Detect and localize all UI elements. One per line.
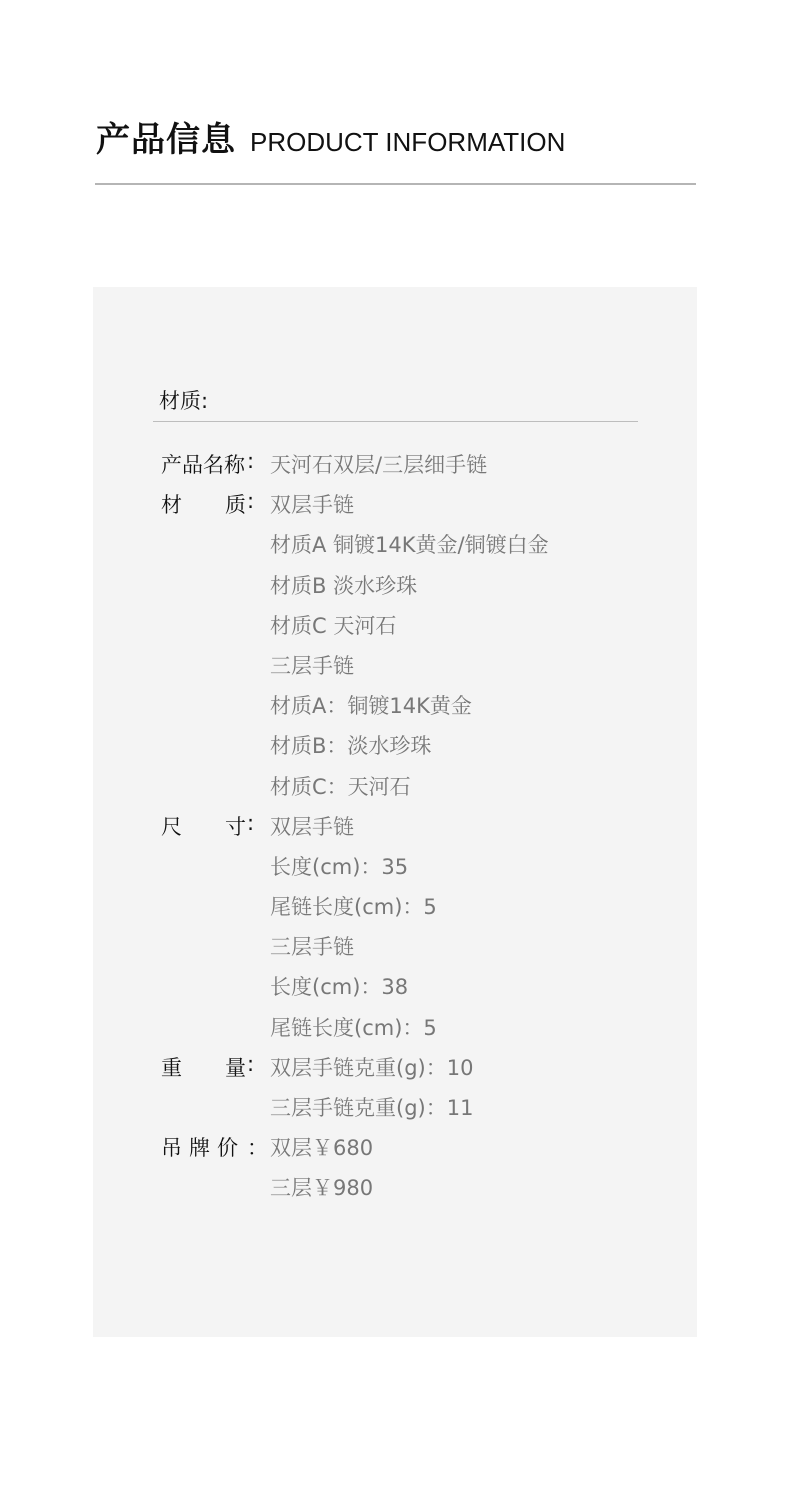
- spec-value: 材质C 天河石: [270, 613, 397, 638]
- section-title: 材质:: [159, 389, 209, 413]
- spec-value: 材质A 铜镀14K黄金/铜镀白金: [270, 533, 549, 558]
- spec-value: 尾链长度(cm)：5: [270, 1015, 437, 1040]
- spec-row: [93, 1006, 697, 1046]
- spec-value: 天河石双层/三层细手链: [270, 453, 488, 477]
- spec-value: 长度(cm)：38: [270, 975, 409, 1000]
- spec-row: [93, 684, 697, 724]
- header-divider: [95, 183, 696, 185]
- spec-row: [93, 604, 697, 644]
- spec-row: 尺 寸 : 双层手链: [161, 810, 354, 839]
- spec-row: [93, 845, 697, 885]
- spec-value: 双层手链: [270, 814, 354, 839]
- section-divider: [153, 421, 638, 422]
- spec-row: [93, 965, 697, 1005]
- product-info-header: [96, 112, 696, 162]
- spec-row: [93, 564, 697, 604]
- spec-row: [93, 1166, 697, 1206]
- spec-value: 材质B 淡水珍珠: [270, 573, 418, 598]
- spec-row: [93, 765, 697, 805]
- spec-colon: :: [247, 810, 255, 835]
- spec-row: [93, 644, 697, 684]
- spec-value: 长度(cm)：35: [270, 854, 409, 879]
- spec-row: 重 量 : 双层手链克重(g)：10: [161, 1051, 474, 1080]
- spec-row: [93, 523, 697, 563]
- spec-value: 双层手链克重(g)：10: [270, 1055, 474, 1080]
- spec-value: 三层手链克重(g)：11: [270, 1096, 474, 1120]
- spec-panel: [93, 287, 697, 1337]
- spec-value: 双层手链: [270, 493, 354, 518]
- spec-row: 材 质 : 双层手链: [161, 489, 354, 518]
- spec-colon: :: [247, 489, 255, 514]
- spec-value: 三层手链: [270, 653, 354, 678]
- spec-value: 尾链长度(cm)：5: [270, 895, 437, 920]
- spec-row: [93, 885, 697, 925]
- spec-row: 产品名称 : 天河石双层/三层细手链: [161, 449, 488, 477]
- spec-colon: :: [247, 1051, 255, 1076]
- spec-row: [93, 925, 697, 965]
- spec-value: 材质B：淡水珍珠: [270, 734, 432, 759]
- spec-row: [93, 724, 697, 764]
- spec-value: 三层手链: [270, 935, 354, 960]
- spec-value: 材质C：天河石: [270, 774, 411, 799]
- spec-row: [93, 1086, 697, 1126]
- header-title-en: PRODUCT INFORMATION: [250, 127, 566, 157]
- spec-value: 材质A：铜镀14K黄金: [270, 694, 472, 719]
- header-title-cn: 产品信息: [96, 120, 236, 160]
- spec-value: 双层￥680: [270, 1136, 374, 1161]
- spec-list: [93, 443, 697, 1207]
- spec-row: 吊 牌 价 ： 双层￥680: [93, 1126, 697, 1166]
- spec-colon: :: [247, 449, 255, 473]
- spec-value: 三层￥980: [270, 1176, 374, 1201]
